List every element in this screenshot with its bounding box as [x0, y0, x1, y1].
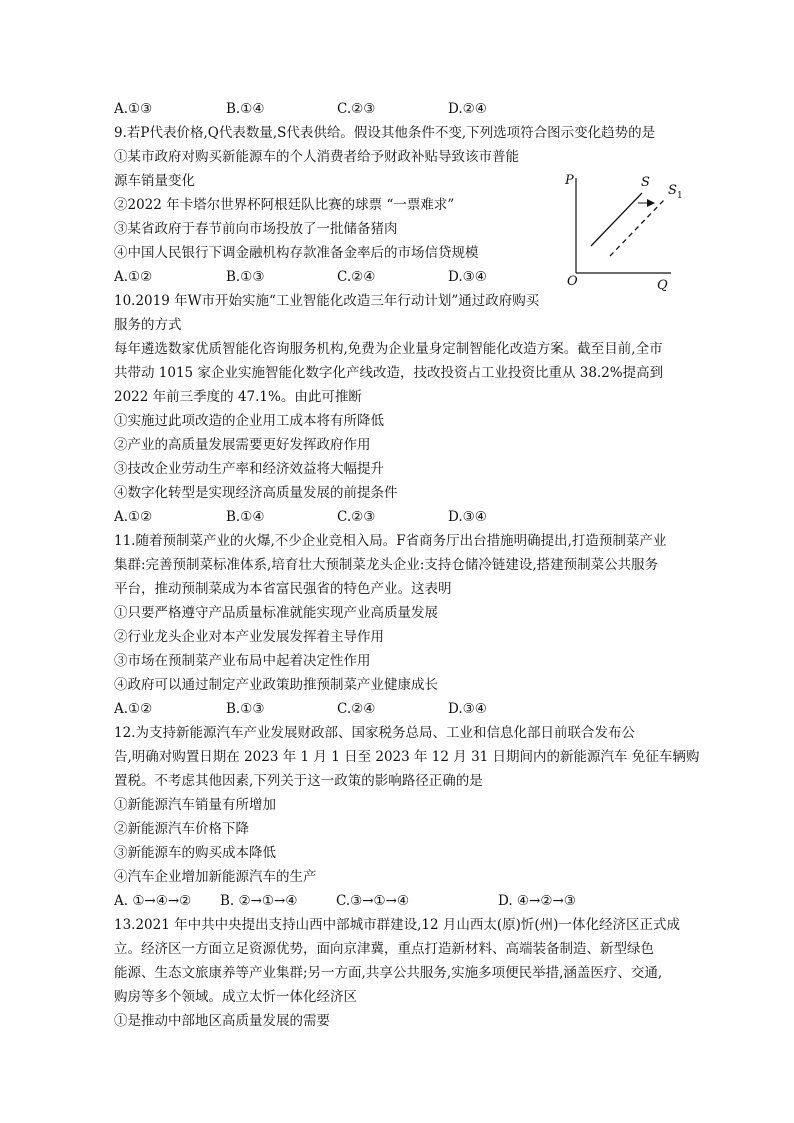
q10-option-a: A.①② — [114, 509, 153, 525]
q12-option-d: D. ④→②→③ — [498, 893, 576, 909]
q13-item-1: ①是推动中部地区高质量发展的需要 — [114, 1013, 330, 1029]
q8-option-b: B.①④ — [226, 101, 265, 117]
q13-stem-4: 购房等多个领域。成立太忻一体化经济区 — [114, 989, 357, 1005]
q10-stem-5: 2022 年前三季度的 47.1%。由此可推断 — [114, 389, 362, 405]
q11-option-d: D.③④ — [448, 701, 487, 717]
q8-option-a: A.①③ — [114, 101, 153, 117]
q9-item-3: ③某省政府于春节前向市场投放了一批储备猪肉 — [114, 221, 398, 237]
q11-stem-3: 平台，推动预制菜成为本省富民强省的特色产业。这表明 — [114, 581, 452, 597]
q12-option-a: A. ①→④→② — [114, 893, 192, 909]
q10-stem-3: 每年遴选数家优质智能化咨询服务机构,免费为企业量身定制智能化改造方案。截至目前,全市 — [114, 341, 663, 357]
q12-item-2: ②新能源汽车价格下降 — [114, 821, 249, 837]
q10-item-4: ④数字化转型是实现经济高质量发展的前提条件 — [114, 485, 398, 501]
q9-item-2: ②2022 年卡塔尔世界杯阿根廷队比赛的球票 “一票难求” — [114, 197, 455, 213]
curve-label-s1: S — [668, 183, 677, 198]
q12-stem-1: 12.为支持新能源汽车产业发展财政部、国家税务总局、工业和信息化部日前联合发布公 — [114, 725, 635, 741]
q11-stem-1: 11.随着预制菜产业的火爆,不少企业竞相入局。F省商务厅出台措施明确提出,打造预制菜产业 — [114, 533, 667, 549]
q9-option-c: C.②④ — [337, 269, 376, 285]
q12-item-1: ①新能源汽车销量有所增加 — [114, 797, 276, 813]
q9-item-1-cont: 源车销量变化 — [114, 173, 195, 189]
origin-label: O — [567, 274, 578, 289]
q10-option-b: B.①④ — [226, 509, 265, 525]
q13-stem-3: 能源、生态文旅康养等产业集群;另一方面,共享公共服务,实施多项便民举措,涵盖医疗、交通, — [114, 965, 663, 981]
q8-option-c: C.②③ — [337, 101, 376, 117]
q12-stem-3: 置税。不考虑其他因素,下列关于这一政策的影响路径正确的是 — [114, 773, 483, 789]
q9-option-b: B.①③ — [226, 269, 265, 285]
q12-item-4: ④汽车企业增加新能源汽车的生产 — [114, 869, 317, 885]
supply-shift-diagram — [556, 168, 686, 298]
supply-curve-s1 — [610, 200, 664, 256]
q11-item-2: ②行业龙头企业对本产业发展发挥着主导作用 — [114, 629, 384, 645]
q11-stem-2: 集群:完善预制菜标准体系,培育壮大预制菜龙头企业:支持仓储冷链建设,搭建预制菜公共服务 — [114, 557, 659, 573]
q9-option-a: A.①② — [114, 269, 153, 285]
q10-item-2: ②产业的高质量发展需要更好发挥政府作用 — [114, 437, 371, 453]
axis-label-q: Q — [657, 278, 668, 293]
curve-label-s1-subscript: 1 — [677, 191, 683, 201]
q11-item-1: ①只要严格遵守产品质量标准就能实现产业高质量发展 — [114, 605, 438, 621]
q10-stem-4: 共带动 1015 家企业实施智能化数字化产线改造，技改投资占工业投资比重从 38.2%提高到 — [114, 365, 664, 381]
q10-option-c: C.②③ — [337, 509, 376, 525]
q11-item-4: ④政府可以通过制定产业政策助推预制菜产业健康成长 — [114, 677, 438, 693]
q13-stem-2: 立。经济区一方面立足资源优势，面向京津冀，重点打造新材料、高端装备制造、新型绿色 — [114, 941, 654, 957]
q11-option-b: B.①③ — [226, 701, 265, 717]
q9-stem: 9.若P代表价格,Q代表数量,S代表供给。假设其他条件不变,下列选项符合图示变化趋势的是 — [114, 125, 656, 141]
q12-option-b: B. ②→①→④ — [220, 893, 298, 909]
q10-stem-1: 10.2019 年W市开始实施“工业智能化改造三年行动计划”通过政府购买 — [114, 293, 540, 309]
q12-stem-2: 告,明确对购置日期在 2023 年 1 月 1 日至 2023 年 12 月 31 日期间内的新能源汽车 免征车辆购 — [114, 749, 700, 765]
q12-item-3: ③新能源车的购买成本降低 — [114, 845, 276, 861]
q10-item-3: ③技改企业劳动生产率和经济效益将大幅提升 — [114, 461, 384, 477]
q10-stem-2: 服务的方式 — [114, 317, 182, 333]
curve-label-s: S — [641, 175, 650, 190]
q10-item-1: ①实施过此项改造的企业用工成本将有所降低 — [114, 413, 384, 429]
q11-option-c: C.②④ — [337, 701, 376, 717]
q9-option-d: D.③④ — [448, 269, 487, 285]
q11-item-3: ③市场在预制菜产业布局中起着决定性作用 — [114, 653, 371, 669]
q13-stem-1: 13.2021 年中共中央提出支持山西中部城市群建设,12 月山西太(原)忻(州)一体化经济区正式成 — [114, 917, 680, 933]
q8-option-d: D.②④ — [448, 101, 487, 117]
supply-curve-s — [591, 193, 642, 246]
q9-item-1: ①某市政府对购买新能源车的个人消费者给予财政补贴导致该市普能 — [114, 149, 519, 165]
q10-option-d: D.③④ — [448, 509, 487, 525]
q12-option-c: C.③→①→④ — [336, 893, 410, 909]
q11-option-a: A.①② — [114, 701, 153, 717]
axis-label-p: P — [565, 173, 574, 188]
q9-item-4: ④中国人民银行下调金融机构存款准备金率后的市场信贷规模 — [114, 245, 479, 261]
